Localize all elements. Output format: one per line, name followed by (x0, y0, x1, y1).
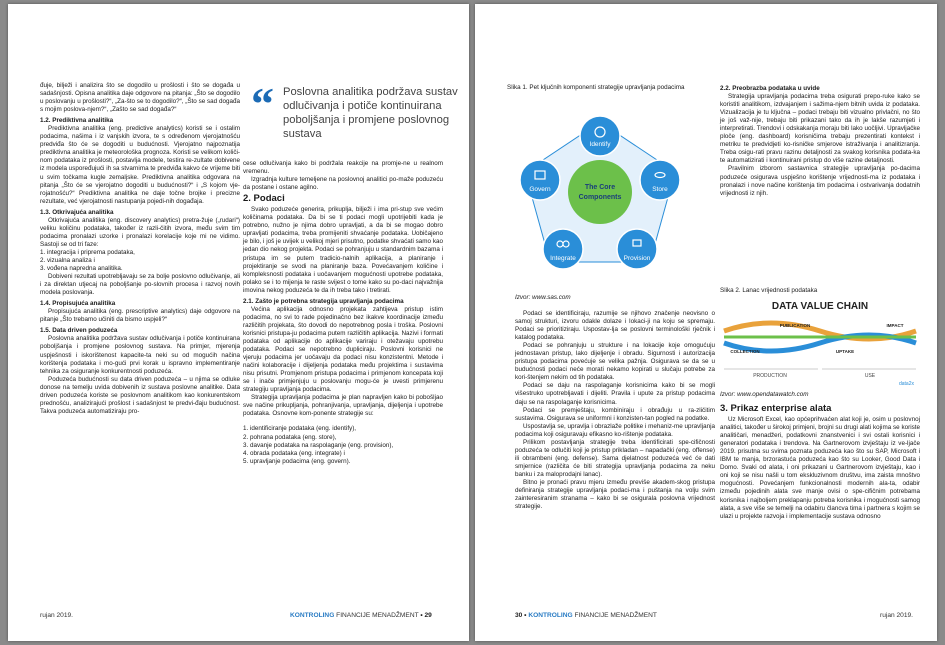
paragraph: Podaci se premještaju, kombiniraju i obrađuju u ra-zličitim sustavima. Osigurava se uniformni i konzisten-tan pogled na podatke. (515, 406, 715, 422)
paragraph: Strategija upravljanja podacima treba osigurati prepo-ruke kako se koristiti analitikom, izdvajanjem i sažima-njem bitnih uvida iz podataka. Vizualizacija je tu ključna – podaci trebaju biti vizualno privlačni, no što je još važ-nije, trebaju biti prikazani tako da ih je lakše razumjeti i interpretirati. Trendovi i odskakanja moraju biti lako uočljivi. Upravljačke ploče (eng. dashboard) korisničima trebaju prezentirati kontekst i metriku te predvidjeti ko-risničke smjerove istraživanja i analitizranja. Treba osigu-rati pravu razinu detaljnosti za svakog korisnika podata-ka te automatizirati i kontinuirani pristup do više razine detaljnosti. (720, 93, 920, 165)
section-heading: 2.2. Preobrazba podataka u uvide (720, 85, 820, 92)
figure1-source: Izvor: www.sas.com (515, 294, 571, 301)
paragraph: 5. upravljanje podacima (eng. govern). (243, 457, 351, 465)
chapter-heading: 2. Podaci (243, 193, 285, 205)
stage-label-publication: PUBLICATION (779, 323, 811, 328)
paragraph: 2. vizualna analiza i (40, 256, 95, 264)
right-column-1 (515, 310, 715, 511)
core-components-diagram (515, 112, 685, 277)
chapter-heading: 3. Prikaz enterprise alata (720, 403, 832, 414)
paragraph: 1. identificiranje podataka (eng. identify), (243, 425, 357, 433)
left-column-1 (40, 82, 240, 416)
section-heading: 2.1. Zašto je potrebna strategija upravljanja podacima (243, 297, 404, 305)
diagram-node-store (640, 160, 680, 200)
paragraph: Bitno je pronaći pravu mjeru između previše akadem-skog pristupa definiranja strategije upravljanja podaci-ma i puštanja na volju svim zainteresiranim stranama – kako bi se osigurala poslovna vrijednost strategije. (515, 478, 715, 511)
paragraph: Prilikom postavljanja strategije treba identificirati spe-cifičnosti poduzeća te odlučiti koji je pristup prikladan – napadački (eng. offense) ili obrambeni (eng. defense). Sama djelatnost poduzeća već će dati smjernice (različita će biti strategija upravljanja podacima za neku banku i za maloprodajni lanac). (515, 438, 715, 478)
right-column-3 (720, 402, 920, 521)
paragraph: 2. pohrana podataka (eng. store), (243, 433, 337, 441)
brand-financije: FINANCIJE (574, 612, 609, 619)
data2x-logo: data2x (898, 381, 914, 387)
paragraph: Poslovna analitika podržava sustav odlučivanja i potiče kontinuirana poboljšanja i promjene poslovnog sustava. Na primjer, mjerenja uspješnosti i iskorištenost kapacite-ta neki su od mogućih načina korištenja podataka i mo-gući prvi korak u ispravno implementiranje tehnika za osiguranje konkurentnosti poduzeća. (40, 335, 240, 375)
paragraph: Podaci se pohranjuju u strukture i na lokacije koje omogućuju jednostavan pristup, lako dijeljenje i obradu. Sigurnosti i autorizacija pristupa podacima povećuje se velika pažnja. Osigurava se da se u budućnosti podaci neće morati nekamo kopirati u slučaju potrebe za kori-štenjem nekim od tih podataka. (515, 342, 715, 382)
right-footer-date: rujan 2019. (880, 612, 913, 619)
figure2-source: Izvor: www.opendatawatch.com (720, 391, 809, 398)
pull-quote-text: Poslovna analitika podržava sustav odlučivanja i potiče kontinuirana poboljšanja i promjene poslovnog sustava (283, 86, 458, 140)
diagram-node-integrate (543, 229, 583, 269)
paragraph: Podaci se identificiraju, razumije se njihovo značenje neovisno o samoj strukturi, izvoru odakle dolaze i lokaci-ji na koju se spremaju. Podaci se prioritiziraju. Uspostav-lja se poslovni terminološki rječnik i katalog podataka. (515, 310, 715, 342)
stage-label-collection: COLLECTION (730, 349, 760, 354)
left-page (8, 4, 469, 641)
paragraph: cese odlučivanja kako bi podržala reakcije na promje-ne u realnom vremenu. (243, 160, 443, 176)
paragraph: Propisujuća analitika (eng. prescriptive analytics) daje odgovore na pitanje „Što trebamo učiniti da bismo uspjeli?“ (40, 308, 240, 324)
paragraph: 1. integracija i priprema podataka, (40, 248, 135, 256)
brand-menadzment: MENADŽMENT (610, 612, 657, 619)
paragraph: Podaci se daju na raspolaganje korisnicima kako bi se mogli višestruko upotrebljavati i dijeliti. Pravila i upute za pristup podacima daju se na raspolaganje korisnicima. (515, 382, 715, 406)
paragraph: Izgradnja kulture temeljene na poslovnoj analitici po-maže poduzeću da postane i ostane agilno. (243, 176, 443, 192)
paragraph: Većina aplikacija odnosno projekata zahtijeva pristup istim podacima, no svi to rade pojedinačno bez ikakve koordinacije između različitih projekata, što dovodi do nepotrebnog posla i troška. Poslovni korisnici pristupa-ju podacima putem različitih aplikacija. Nazivi i formati podataka od aplikacije do aplikacije variraju i otežavaju upotrebu podataka. Podaci se nepotrebno dupliciraju. Poslovni korisnici ne vjeruju podacima jer uočavaju da podaci nisu konzistentni. Metode i načini kolaboracije i dijeljenja podataka među projektima i sustavima nisu prisutni. Promjenom pristupa podacima i primjenom koncepata koji se i inače primjenjuju u poslovanju mogu-će je uvesti primjerenu strategiju upravljanja podacima. (243, 305, 443, 394)
paragraph: Uz Microsoft Excel, kao općeprihvaćen alat koji je, osim u poslovnoj analitici, također u širokoj primjeni, brojni su drugi alati kojima se koriste analitičari, menadžeri, podatkovni znanstvenici i svi ostali korisnici i generatori podataka i trendova. Na Gartnerovom izvještaju iz ve-ljače 2019. prisutna su svima poznata poduzeća kao što su SAP, Microsoft i IBM te manja, brzorastuća poduzeća kao što su Looker, Good Data i Domo. Svaki od alata, i oni prikazani u Gartnerovom izvještaju, kao i oni koji se nisu našli u tom ekskluzivnom društvu, ima zaista mnoštvo mogućnosti. Povećanjem funkcionalnosti modernih ala-ta, odabir između pojedinih alata sve manje ovisi o spe-cifičnim potrebama korisnika i najboljem preklapanju potreba korisnika i mogućnosti samog alata, a sve više se temelji na odabiru člancva tima i partnera s kojim se ulazi u projekte razvoja i implementacije sustava odnosno (720, 416, 920, 520)
section-heading: 1.4. Propisujuća analitika (40, 300, 116, 308)
node-label-provision: Provision (623, 255, 651, 262)
left-column-2 (243, 160, 443, 466)
node-label-store: Store (652, 186, 668, 193)
paragraph: 3. davanje podataka na raspolaganje (eng. provision), (243, 441, 394, 449)
brand-kontroling: KONTROLING (290, 612, 335, 619)
value-chain-title: DATA VALUE CHAIN (771, 301, 869, 312)
paragraph: Poduzeća budućnosti su data driven poduzeća – u njima se odluke donose na temelju uvida dobivenih iz sustava poslovne analitike. Data driven poduzeća koriste se poslovnom analitikom kao konkurentskom prednošću, analizirajući prošlost i sadašnjost te predvi-đaju budućnost. Takva poduzeća automatiziraju pro- (40, 375, 240, 415)
quote-mark-icon: “ (251, 78, 274, 129)
right-page-number: 30 • (515, 612, 527, 619)
section-heading: 1.2. Prediktivna analitika (40, 117, 114, 125)
figure2-caption: Slika 2. Lanac vrijednosti podataka (720, 287, 818, 294)
diagram-node-govern (520, 160, 560, 200)
brand-financije: FINANCIJE (336, 612, 371, 619)
diagram-center-label-1: The Core (584, 184, 616, 191)
right-footer-brand (515, 612, 657, 619)
figure1-caption: Slika 1. Pet ključnih komponenti strategije upravljanja podacima (507, 84, 685, 91)
diagram-center (568, 160, 632, 224)
paragraph: Uspostavlja se, upravlja i obrazlaže politike i mehaniz-me upravljanja podacima koji osiguravaju efikasno ko-rištenje podataka. (515, 422, 715, 438)
spacer (243, 418, 443, 425)
node-label-integrate: Integrate (550, 255, 576, 262)
paragraph: Pravilnim izborom sastavnica strategije upravljanja po-dacima poduzeće osigurava uspješno korištenje vrijednosti-ma iz podataka i pronalazi i nove načine korištenja tim podacima i ostvarivanja dodatnih vrijednosti iz njih. (720, 165, 920, 197)
diagram-node-identify (580, 116, 620, 156)
left-footer-date: rujan 2019. (40, 612, 73, 619)
paragraph: Dobiveni rezultati upotrebljavaju se za bolje poslovno odlučivanje, ali i za direktan utjecaj na poboljšanje po-slovnih procesa i razvoj novih modela poslovanja. (40, 273, 240, 297)
stage-label-impact: IMPACT (886, 323, 904, 328)
stage-label-uptake: UPTAKE (835, 349, 855, 354)
paragraph: Strategija upravljanja podacima je plan napravljen kako bi pobošljao sve načine prikupljanja, pohranjivanja, upravljanja, dijeljenja i upotrebe podataka. Osnovne kom-ponente strategije su: (243, 394, 443, 418)
left-footer-brand (290, 612, 432, 619)
paragraph: Svako poduzeće generira, prikuplja, bilježi i ima pri-stup sve većim količinama podataka. Da bi se ti podaci mogli upotrijebiti kada je potrebno, nužno je njima dobro upravljati, a da bi se mogao dobro upravljati podacima, treba promijeniti shvaćanje podataka. Uobičajeno je bilo, i još je uvijek u velikoj mjeri prisutno, podatke shvaćati samo kao jedan dio nekog projekta. Podaci se pohranjuju u standardnim bazama i pristupa im se putem tradicio-nalnih aplikacija, a planiranje i projektiranje se svodi na planiranje baza. Povećavanjem količine i kompleksnosti podataka i uočavanjem mogućnosti upotrebe podataka, polako se i to mijenja te raste svijest o tome kako su po-daci najvažnija imovina nekog poduzeća te da ih treba tako i tretirati. (243, 206, 443, 294)
brand-menadzment: MENADŽMENT (372, 612, 419, 619)
right-column-2 (720, 82, 920, 198)
node-label-identify: Identify (589, 141, 611, 148)
paragraph: Prediktivna analitika (eng. predictive analytics) koristi se i ostalim podacima, našima i iz vanjskih izvora, te s određenom vjerojatnošću predviđa što će se dogoditi u budućnosti. Vjerojatno najpoznatija prediktivna analitika je meteorološka prognoza. Koristi se velikom količi-nom podataka iz prošlosti, postavlja modele, testira re-zultate dobivene iz modela uspoređujući ih sa stvarnima te predviđa kakvo će vrijeme biti u svim točkama kugle zemaljske. Prediktivna analitika odgovara na pitanja „Što će se vjerojatno dogoditi u budućnosti?“ i „S kojom vje-rojatnošću?“ Prediktivna analitika ne daje točne brojke i precizne rezultate, već vjerojatnosti nastupanja pojedi-nih događaja. (40, 125, 240, 205)
node-label-govern: Govern (529, 186, 551, 193)
data-value-chain-diagram (720, 297, 920, 387)
brand-kontroling: KONTROLING (528, 612, 573, 619)
phase-label-production: PRODUCTION (753, 373, 787, 379)
paragraph: Otkrivajuća analitika (eng. discovery analytics) pretra-žuje („rudari“) veliku količinu podataka, također iz razli-čitih izvora, među svim tim podacima pronalazi uzorke i pronalazi korelacije koje mi ne vidimo. Sastoji se od tri faze: (40, 216, 240, 248)
section-heading: 1.3. Otkrivajuća analitika (40, 208, 114, 216)
paragraph: 4. obrada podataka (eng. integrate) i (243, 449, 345, 457)
diagram-node-provision (617, 229, 657, 269)
phase-label-use: USE (864, 373, 876, 379)
diagram-center-label-2: Components (578, 194, 622, 201)
section-heading: 1.5. Data driven poduzeća (40, 327, 118, 335)
left-page-number: • 29 (420, 612, 432, 619)
paragraph: đuje, bilježi i analizira što se dogodilo u prošlosti i što se događa u sadašnjosti. Opisna analitika daje odgovore na pitanja: „Što se dogodilo u poslovanju u prošlosti?“, „Za-što se to dogodilo?“, „Što se sad događa s mojim poslova-njem?“, „Zašto se sad događa?“ (40, 82, 240, 114)
paragraph: 3. vođena napredna analitika. (40, 265, 123, 273)
right-page (475, 4, 937, 641)
